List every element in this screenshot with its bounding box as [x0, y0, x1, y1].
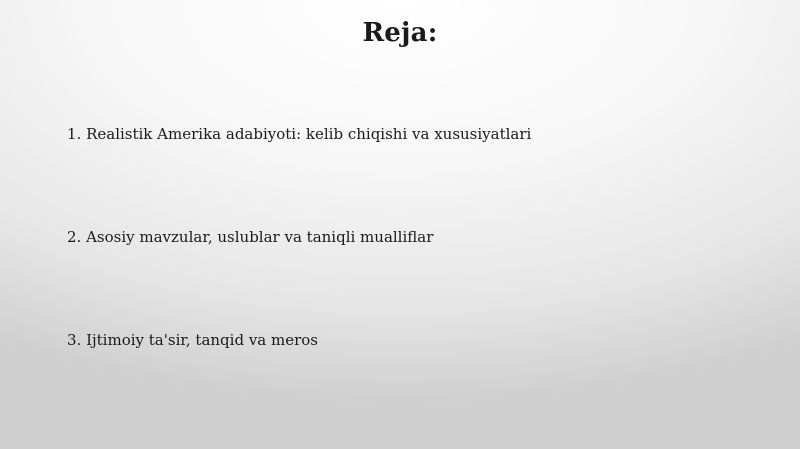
plan-item-3: 3. Ijtimoiy ta'sir, tanqid va meros: [67, 331, 319, 349]
plan-item-1: 1. Realistik Amerika adabiyoti: kelib chiqishi va xususiyatlari: [67, 125, 532, 143]
slide-title: Reja:: [362, 18, 438, 48]
plan-item-2: 2. Asosiy mavzular, uslublar va taniqli mualliflar: [67, 228, 434, 246]
